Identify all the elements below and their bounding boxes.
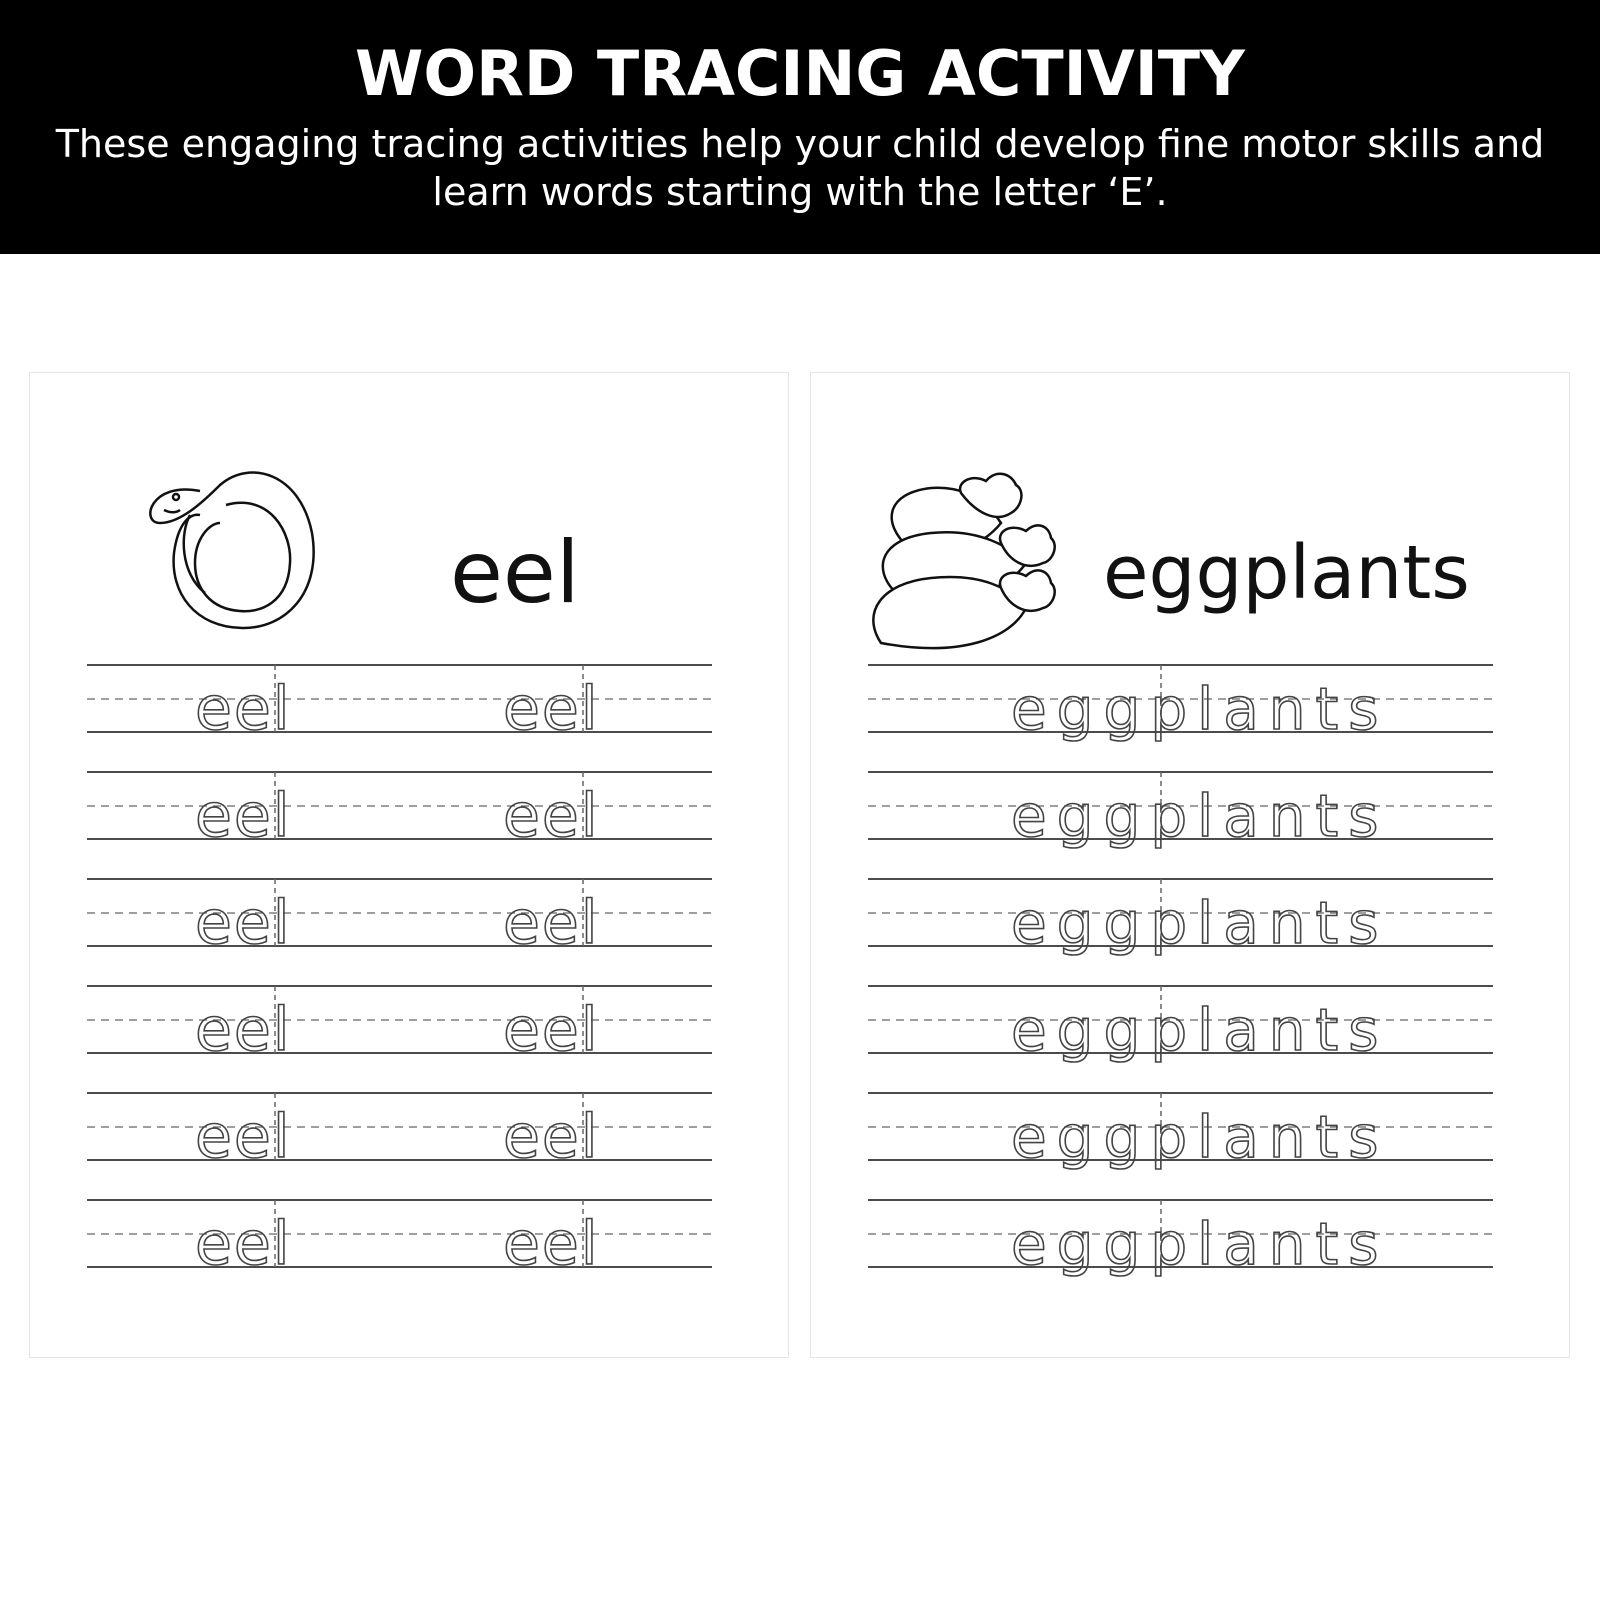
trace-word: eel	[195, 995, 292, 1065]
trace-word: eel	[195, 1102, 292, 1172]
page-subtitle: These engaging tracing activities help your child develop fine motor skills and learn words starting with the letter ‘E’.	[55, 122, 1545, 214]
page-title: WORD TRACING ACTIVITY	[355, 37, 1245, 110]
word-label: eggplants	[1103, 530, 1470, 616]
trace-word: eggplants	[1011, 1103, 1389, 1171]
trace-word: eel	[503, 1102, 600, 1172]
eggplant-icon	[873, 474, 1054, 648]
trace-word: eggplants	[1011, 782, 1389, 850]
trace-word: eel	[195, 781, 292, 851]
trace-word: eel	[195, 888, 292, 958]
worksheet-eggplants	[810, 372, 1570, 1358]
trace-word: eel	[503, 1209, 600, 1279]
trace-word: eel	[503, 674, 600, 744]
worksheet-eel	[29, 372, 789, 1358]
eel-icon	[150, 473, 313, 628]
header-banner	[0, 0, 1600, 254]
trace-word: eel	[503, 888, 600, 958]
trace-word: eel	[195, 674, 292, 744]
word-label: eel	[450, 523, 580, 623]
eel-worksheet-graphics	[30, 373, 790, 1359]
eel-trace-lines	[87, 665, 712, 1267]
trace-word: eel	[503, 781, 600, 851]
trace-word: eggplants	[1011, 996, 1389, 1064]
trace-word: eel	[503, 995, 600, 1065]
trace-word: eggplants	[1011, 675, 1389, 743]
trace-word: eel	[195, 1209, 292, 1279]
trace-word: eggplants	[1011, 889, 1389, 957]
eggplant-trace-lines	[868, 665, 1493, 1267]
trace-word: eggplants	[1011, 1210, 1389, 1278]
